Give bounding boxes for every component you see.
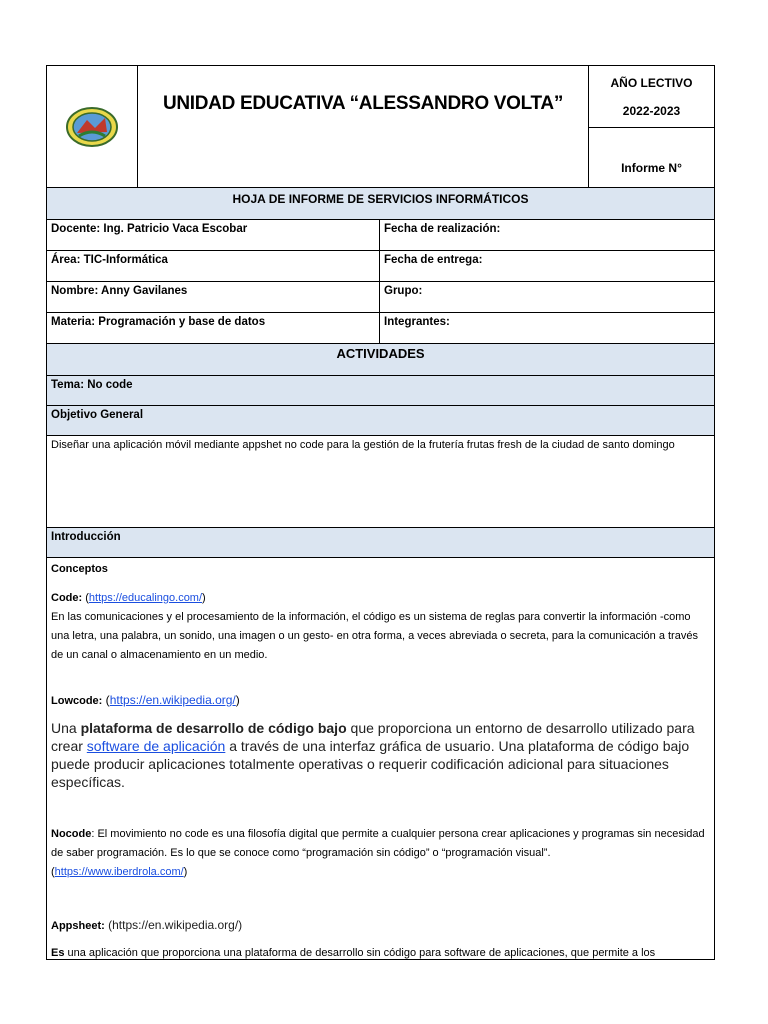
lowcode-definition: Una plataforma de desarrollo de código bajo que proporciona un entorno de desarrollo utilizado para crear software de aplicación a través de una interfaz gráfica de usuario. Una plataforma de código bajo puede producir aplicaciones totalmente operativas o requerir codificación adicional para situaciones específicas.	[51, 720, 695, 790]
topic: Tema: No code	[47, 376, 714, 406]
appsheet-source: (https://en.wikipedia.org/)	[104, 918, 243, 932]
school-name: UNIDAD EDUCATIVA “ALESSANDRO VOLTA”	[138, 66, 589, 187]
field-group: Grupo:	[384, 285, 423, 297]
appsheet-heading	[51, 916, 710, 936]
field-row	[47, 220, 714, 251]
intro-title: Introducción	[47, 528, 714, 558]
appsheet-definition: Es una aplicación que proporciona una plataforma de desarrollo sin código para software de aplicaciones, que permite a los	[51, 947, 656, 959]
year-label: AÑO LECTIVO	[610, 75, 693, 90]
report-header	[47, 66, 714, 188]
logo-cell	[47, 66, 138, 187]
field-members: Integrantes:	[384, 316, 450, 328]
school-year	[589, 66, 714, 128]
field-area: Área: TIC-Informática	[47, 251, 380, 281]
objective-title: Objetivo General	[47, 406, 714, 436]
report-number: Informe N°	[621, 161, 682, 175]
field-teacher: Docente: Ing. Patricio Vaca Escobar	[47, 220, 380, 250]
activities-title: ACTIVIDADES	[47, 344, 714, 376]
nocode-paragraph: Nocode: El movimiento no code es una filosofía digital que permite a cualquier persona crear aplicaciones y programas sin necesidad de saber programación. Es lo que se conoce como “programación sin código” o “programación visual”. (https://www.iberdrola.com/)	[51, 828, 705, 878]
year-value: 2022-2023	[622, 103, 681, 118]
field-date-done: Fecha de realización:	[384, 223, 501, 235]
lowcode-heading: Lowcode: (https://en.wikipedia.org/)	[51, 693, 240, 707]
concepts-title: Conceptos	[51, 563, 108, 575]
objective-text: Diseñar una aplicación móvil mediante appshet no code para la gestión de la frutería frutas fresh de la ciudad de santo domingo	[47, 436, 714, 528]
field-row	[47, 313, 714, 344]
field-delivery-date: Fecha de entrega:	[384, 254, 483, 266]
nocode-source-link[interactable]: https://www.iberdrola.com/	[54, 866, 184, 878]
code-definition: En las comunicaciones y el procesamiento de la información, el código es un sistema de reglas para convertir la información -como una letra, una palabra, un sonido, una imagen o un gesto- en otra forma, a veces abreviada o secreta, para la comunicación a través de un canal o almacenamiento en un medio.	[51, 611, 698, 661]
report-sheet	[46, 65, 715, 960]
field-subject: Materia: Programación y base de datos	[47, 313, 380, 343]
lowcode-label: Lowcode:	[51, 695, 103, 707]
sheet-title: HOJA DE INFORME DE SERVICIOS INFORMÁTICOS	[47, 188, 714, 220]
field-name: Nombre: Anny Gavilanes	[47, 282, 380, 312]
nocode-label: Nocode	[51, 828, 92, 840]
field-row	[47, 251, 714, 282]
lowcode-source-link[interactable]: https://en.wikipedia.org/	[109, 693, 236, 707]
code-paragraph: Code: (https://educalingo.com/) En las comunicaciones y el procesamiento de la información, el código es un sistema de reglas para convertir la información -como una letra, una palabra, un sonido, una imagen o un gesto- en otra forma, a veces abreviada o secreta, para la comunicación a través de un canal o almacenamiento en un medio.	[51, 589, 710, 665]
field-row	[47, 282, 714, 313]
appsheet-label: Appsheet:	[51, 920, 105, 932]
concepts-section	[47, 558, 714, 959]
code-source-link[interactable]: https://educalingo.com/	[88, 592, 203, 604]
school-crest-icon	[65, 106, 119, 148]
code-label: Code:	[51, 592, 83, 604]
year-cell	[589, 66, 714, 187]
application-software-link[interactable]: software de aplicación	[86, 738, 226, 754]
